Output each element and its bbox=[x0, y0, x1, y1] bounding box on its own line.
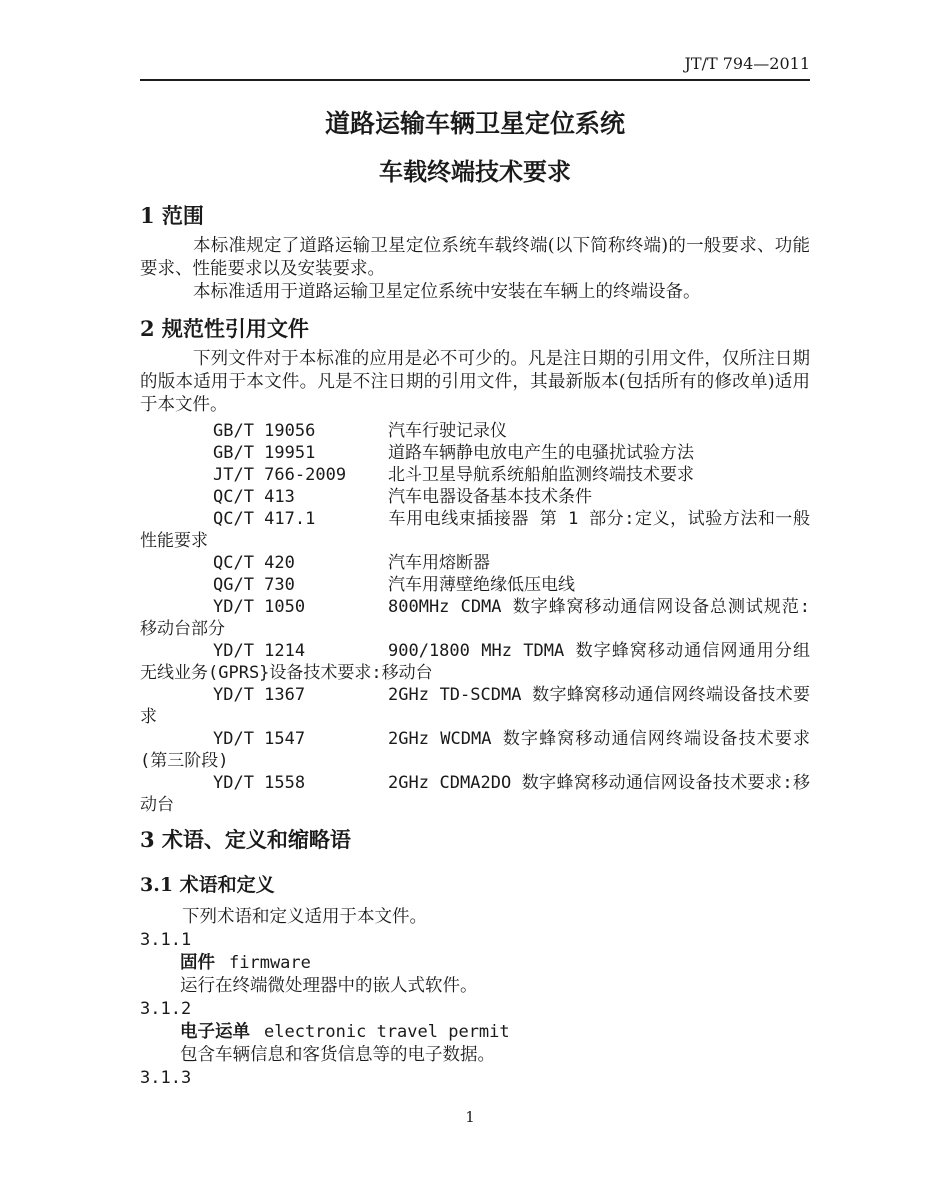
terms-intro: 下列术语和定义适用于本文件。 bbox=[182, 907, 427, 928]
reference-title: 2GHz CDMA2DO 数字蜂窝移动通信网设备技术要求:移动台 bbox=[140, 773, 810, 816]
reference-code: QC/T 417.1 bbox=[213, 509, 316, 530]
reference-item bbox=[140, 640, 810, 684]
reference-code: YD/T 1050 bbox=[213, 597, 306, 618]
reference-item bbox=[140, 442, 810, 464]
reference-item bbox=[140, 508, 810, 552]
reference-title: 汽车行驶记录仪 bbox=[388, 421, 507, 442]
reference-title: 汽车用薄壁绝缘低压电线 bbox=[388, 575, 575, 596]
reference-item bbox=[140, 486, 810, 508]
reference-code: YD/T 1547 bbox=[213, 729, 306, 750]
reference-code: GB/T 19056 bbox=[213, 421, 316, 442]
reference-title: 800MHz CDMA 数字蜂窝移动通信网设备总测试规范:移动台部分 bbox=[140, 597, 810, 640]
reference-code: YD/T 1367 bbox=[213, 685, 306, 706]
reference-item bbox=[140, 728, 810, 772]
term-definition: 包含车辆信息和客货信息等的电子数据。 bbox=[180, 1045, 495, 1066]
reference-title: 汽车用熔断器 bbox=[388, 553, 490, 574]
reference-code: YD/T 1558 bbox=[213, 773, 306, 794]
reference-code: YD/T 1214 bbox=[213, 641, 306, 662]
term-entry bbox=[140, 929, 810, 998]
page-content bbox=[140, 0, 810, 1090]
section-1-paragraph-2: 本标准适用于道路运输卫星定位系统中安装在车辆上的终端设备。 bbox=[193, 282, 701, 303]
reference-title: 汽车电器设备基本技术条件 bbox=[388, 487, 592, 508]
section-3-1-heading: 3.1 术语和定义 bbox=[140, 874, 275, 897]
reference-title: 2GHz WCDMA 数字蜂窝移动通信网终端设备技术要求(第三阶段) bbox=[140, 729, 810, 772]
running-header: JT/T 794—2011 bbox=[684, 54, 810, 73]
reference-item bbox=[140, 574, 810, 596]
reference-title: 北斗卫星导航系统船舶监测终端技术要求 bbox=[388, 465, 694, 486]
reference-title: 车用电线束插接器 第 1 部分:定义，试验方法和一般性能要求 bbox=[140, 509, 810, 552]
section-2-intro: 下列文件对于本标准的应用是必不可少的。凡是注日期的引用文件，仅所注日期的版本适用于本文件。凡是不注日期的引用文件，其最新版本(包括所有的修改单)适用于本文件。 bbox=[140, 348, 810, 416]
header-rule bbox=[140, 79, 810, 81]
reference-title: 道路车辆静电放电产生的电骚扰试验方法 bbox=[388, 443, 694, 464]
reference-list bbox=[140, 420, 810, 816]
term-title-line bbox=[180, 952, 810, 975]
reference-code: GB/T 19951 bbox=[213, 443, 316, 464]
reference-item bbox=[140, 772, 810, 816]
reference-title: 900/1800 MHz TDMA 数字蜂窝移动通信网通用分组无线业务(GPRS}设备技术要求:移动台 bbox=[140, 641, 810, 684]
term-name: 固件 bbox=[180, 953, 215, 974]
section-1-paragraph-1: 本标准规定了道路运输卫星定位系统车载终端(以下简称终端)的一般要求、功能要求、性能要求以及安装要求。 bbox=[140, 236, 810, 280]
term-english: firmware bbox=[229, 953, 311, 974]
term-entry bbox=[140, 1067, 810, 1090]
term-title-line bbox=[180, 1021, 810, 1044]
section-2-heading: 2 规范性引用文件 bbox=[140, 315, 309, 341]
term-english: electronic travel permit bbox=[264, 1022, 510, 1043]
document-title: 道路运输车辆卫星定位系统 bbox=[324, 109, 625, 138]
reference-code: QG/T 730 bbox=[213, 575, 295, 596]
document-subtitle: 车载终端技术要求 bbox=[379, 157, 571, 186]
reference-item bbox=[140, 552, 810, 574]
reference-code: QC/T 420 bbox=[213, 553, 295, 574]
reference-code: QC/T 413 bbox=[213, 487, 295, 508]
term-name: 电子运单 bbox=[180, 1022, 250, 1043]
reference-item bbox=[140, 684, 810, 728]
reference-item bbox=[140, 420, 810, 442]
reference-item bbox=[140, 596, 810, 640]
reference-code: JT/T 766-2009 bbox=[213, 465, 347, 486]
section-1-heading: 1 范围 bbox=[140, 203, 204, 228]
term-entry bbox=[140, 998, 810, 1067]
term-definition: 运行在终端微处理器中的嵌人式软件。 bbox=[180, 976, 478, 997]
reference-title: 2GHz TD-SCDMA 数字蜂窝移动通信网终端设备技术要求 bbox=[140, 685, 810, 728]
reference-item bbox=[140, 464, 810, 486]
term-number: 3.1.1 bbox=[140, 930, 192, 951]
term-number: 3.1.3 bbox=[140, 1068, 192, 1089]
section-3-heading: 3 术语、定义和缩略语 bbox=[140, 827, 351, 853]
term-number: 3.1.2 bbox=[140, 999, 192, 1020]
page-number: 1 bbox=[465, 1108, 475, 1126]
